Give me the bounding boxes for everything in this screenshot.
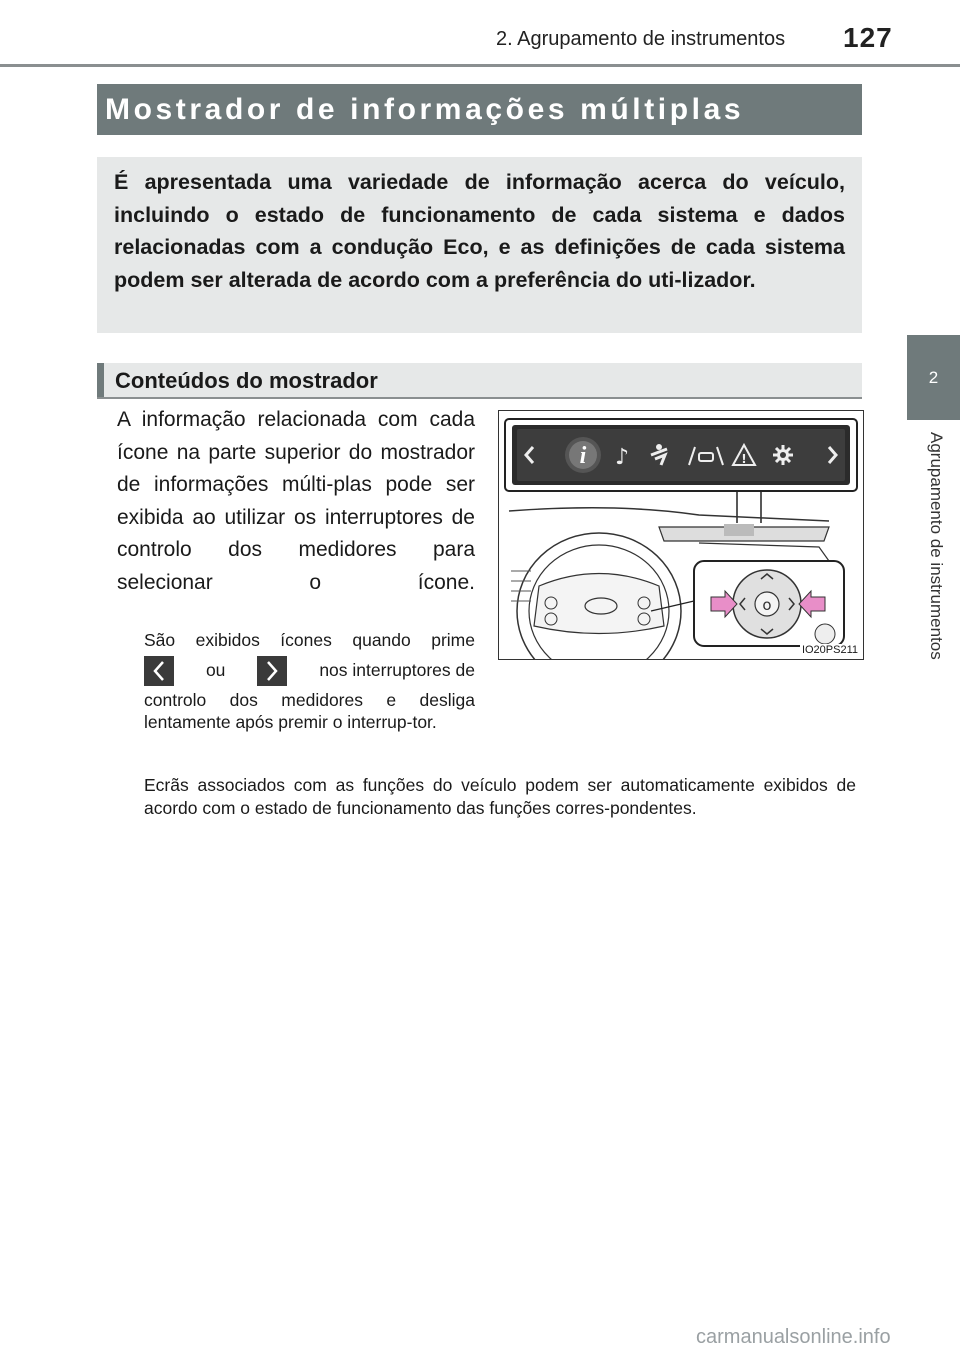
svg-text:i: i [579, 443, 587, 469]
chapter-title: 2. Agrupamento de instrumentos [496, 28, 786, 50]
section-accent [97, 363, 104, 397]
svg-text:♪: ♪ [614, 445, 630, 470]
header-divider [0, 64, 960, 67]
right-switch-icon [257, 656, 287, 686]
intro-box [97, 157, 862, 333]
note-line2 [144, 654, 475, 688]
chapter-side-label: Agrupamento de instrumentos [927, 432, 946, 660]
chapter-tab [907, 335, 960, 420]
figure-code: IO20PS211 [801, 644, 858, 656]
info-icon [565, 437, 601, 473]
note-ou: ou [205, 660, 226, 681]
svg-text:o: o [762, 596, 772, 614]
page-title: Mostrador de informações múltiplas [105, 92, 745, 126]
note-rest: controlo dos medidores e desliga lentamente após premir o interrup-tor. [144, 689, 475, 732]
note-icons [144, 629, 475, 734]
note-line1: São exibidos ícones quando prime [144, 630, 475, 650]
svg-text:!: ! [741, 452, 747, 466]
chapter-tab-number: 2 [928, 367, 939, 387]
note-after: nos interruptores de [319, 660, 475, 681]
intro-text: É apresentada uma variedade de informação acerca do veículo, incluindo o estado de funcionamento de cada sistema e dados relacionadas com a condução Eco, e as definições de cada sistema podem ser alterada de acordo com a preferência do uti-lizador. [114, 170, 845, 292]
left-switch-icon [144, 656, 174, 686]
figure-display-controls [498, 410, 864, 660]
section-title: Conteúdos do mostrador [115, 368, 378, 393]
music-note-icon [615, 445, 629, 470]
page-title-bar [97, 84, 862, 135]
gear-icon [773, 445, 793, 465]
figure-illustration [499, 411, 864, 660]
note-auto-screens: Ecrãs associados com as funções do veículo podem ser automaticamente exibidos de acordo com o estado de funcionamento das funções corres-pondentes. [144, 775, 856, 818]
body-paragraph: A informação relacionada com cada ícone na parte superior do mostrador de informações múlti-plas pode ser exibida ao utilizar os interruptores de controlo dos medidores para selecionar o ícone. [117, 408, 475, 594]
watermark: carmanualsonline.info [696, 1326, 891, 1348]
page-number: 127 [843, 22, 893, 53]
section-header [97, 363, 862, 399]
